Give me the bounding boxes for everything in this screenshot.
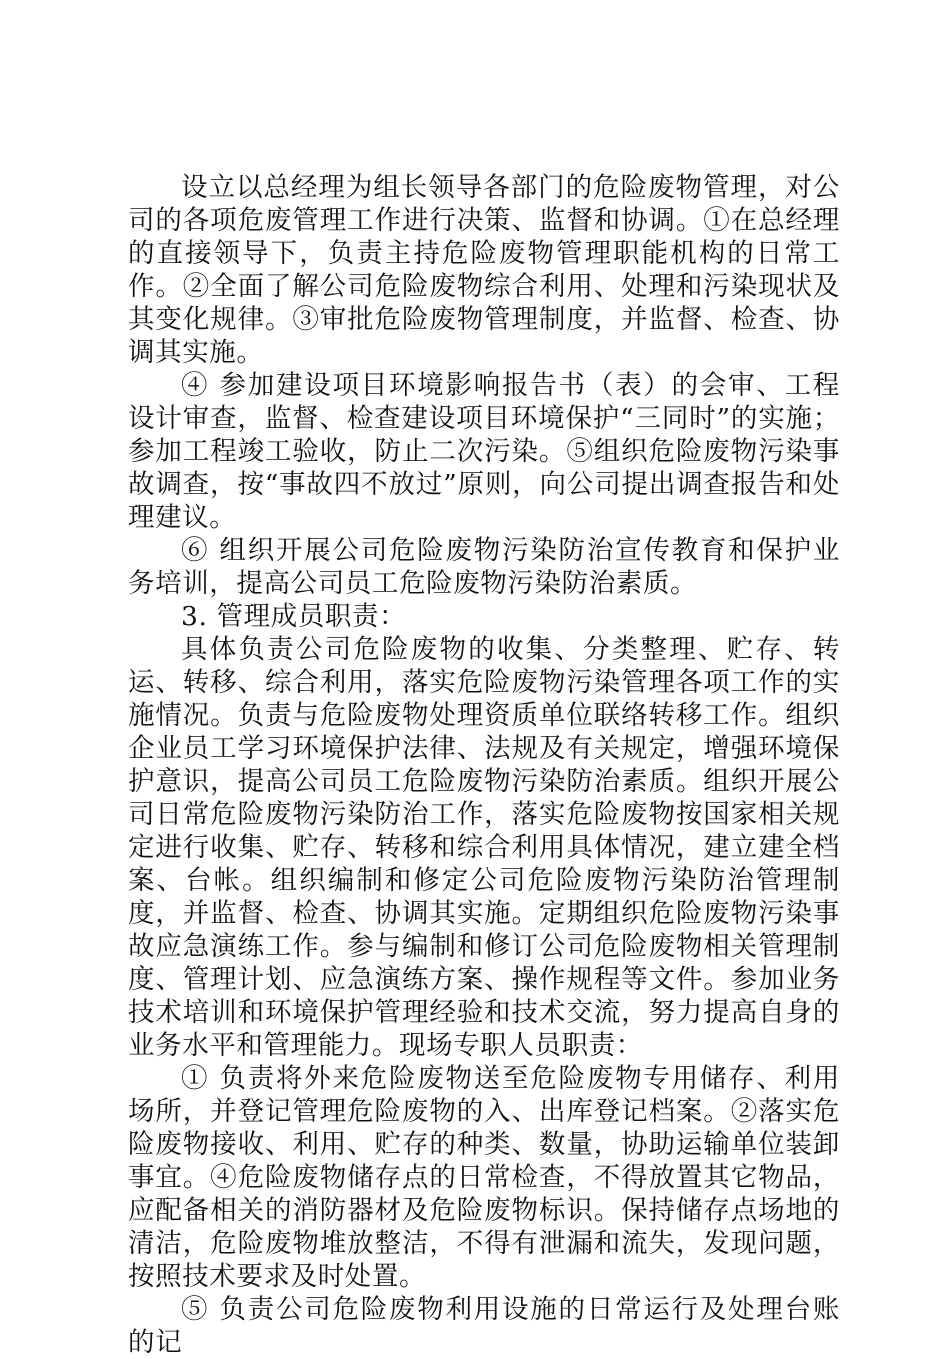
paragraph-leadership-group: 设立以总经理为组长领导各部门的危险废物管理，对公司的各项危废管理工作进行决策、监督和协调。①在总经理的直接领导下，负责主持危险废物管理职能机构的日常工作。②全面了解公司危险废物综合利用、处理和污染现状及其变化规律。③审批危险废物管理制度，并监督、检查、协调其实施。	[128, 172, 840, 368]
paragraph-training: ⑥ 组织开展公司危险废物污染防治宣传教育和保护业务培训，提高公司员工危险废物污染防治素质。	[128, 535, 840, 599]
paragraph-facility-operation: ⑤ 负责公司危险废物利用设施的日常运行及处理台账的记	[128, 1294, 840, 1358]
paragraph-member-duties: 具体负责公司危险废物的收集、分类整理、贮存、转运、转移、综合利用，落实危险废物污染管理各项工作的实施情况。负责与危险废物处理资质单位联络转移工作。组织企业员工学习环境保护法律、法规及有关规定，增强环境保护意识，提高公司员工危险废物污染防治素质。组织开展公司日常危险废物污染防治工作，落实危险废物按国家相关规定进行收集、贮存、转移和综合利用具体情况，建立建全档案、台帐。组织编制和修定公司危险废物污染防治管理制度，并监督、检查、协调其实施。定期组织危险废物污染事故应急演练工作。参与编制和修订公司危险废物相关管理制度、管理计划、应急演练方案、操作规程等文件。参加业务技术培训和环境保护管理经验和技术交流，努力提高自身的业务水平和管理能力。现场专职人员职责：	[128, 634, 840, 1061]
paragraph-onsite-staff-duties: ① 负责将外来危险废物送至危险废物专用储存、利用场所，并登记管理危险废物的入、出库登记档案。②落实危险废物接收、利用、贮存的种类、数量，协助运输单位装卸事宜。④危险废物储存点的日常检查，不得放置其它物品，应配备相关的消防器材及危险废物标识。保持储存点场地的清洁，危险废物堆放整洁，不得有泄漏和流失，发现问题，按照技术要求及时处置。	[128, 1063, 840, 1292]
paragraph-project-review: ④ 参加建设项目环境影响报告书（表）的会审、工程设计审查，监督、检查建设项目环境保护“三同时”的实施；参加工程竣工验收，防止二次污染。⑤组织危险废物污染事故调查，按“事故四不放过”原则，向公司提出调查报告和处理建议。	[128, 370, 840, 533]
document-body	[128, 171, 840, 1359]
section-heading-member-duties: 3. 管理成员职责：	[181, 601, 407, 632]
